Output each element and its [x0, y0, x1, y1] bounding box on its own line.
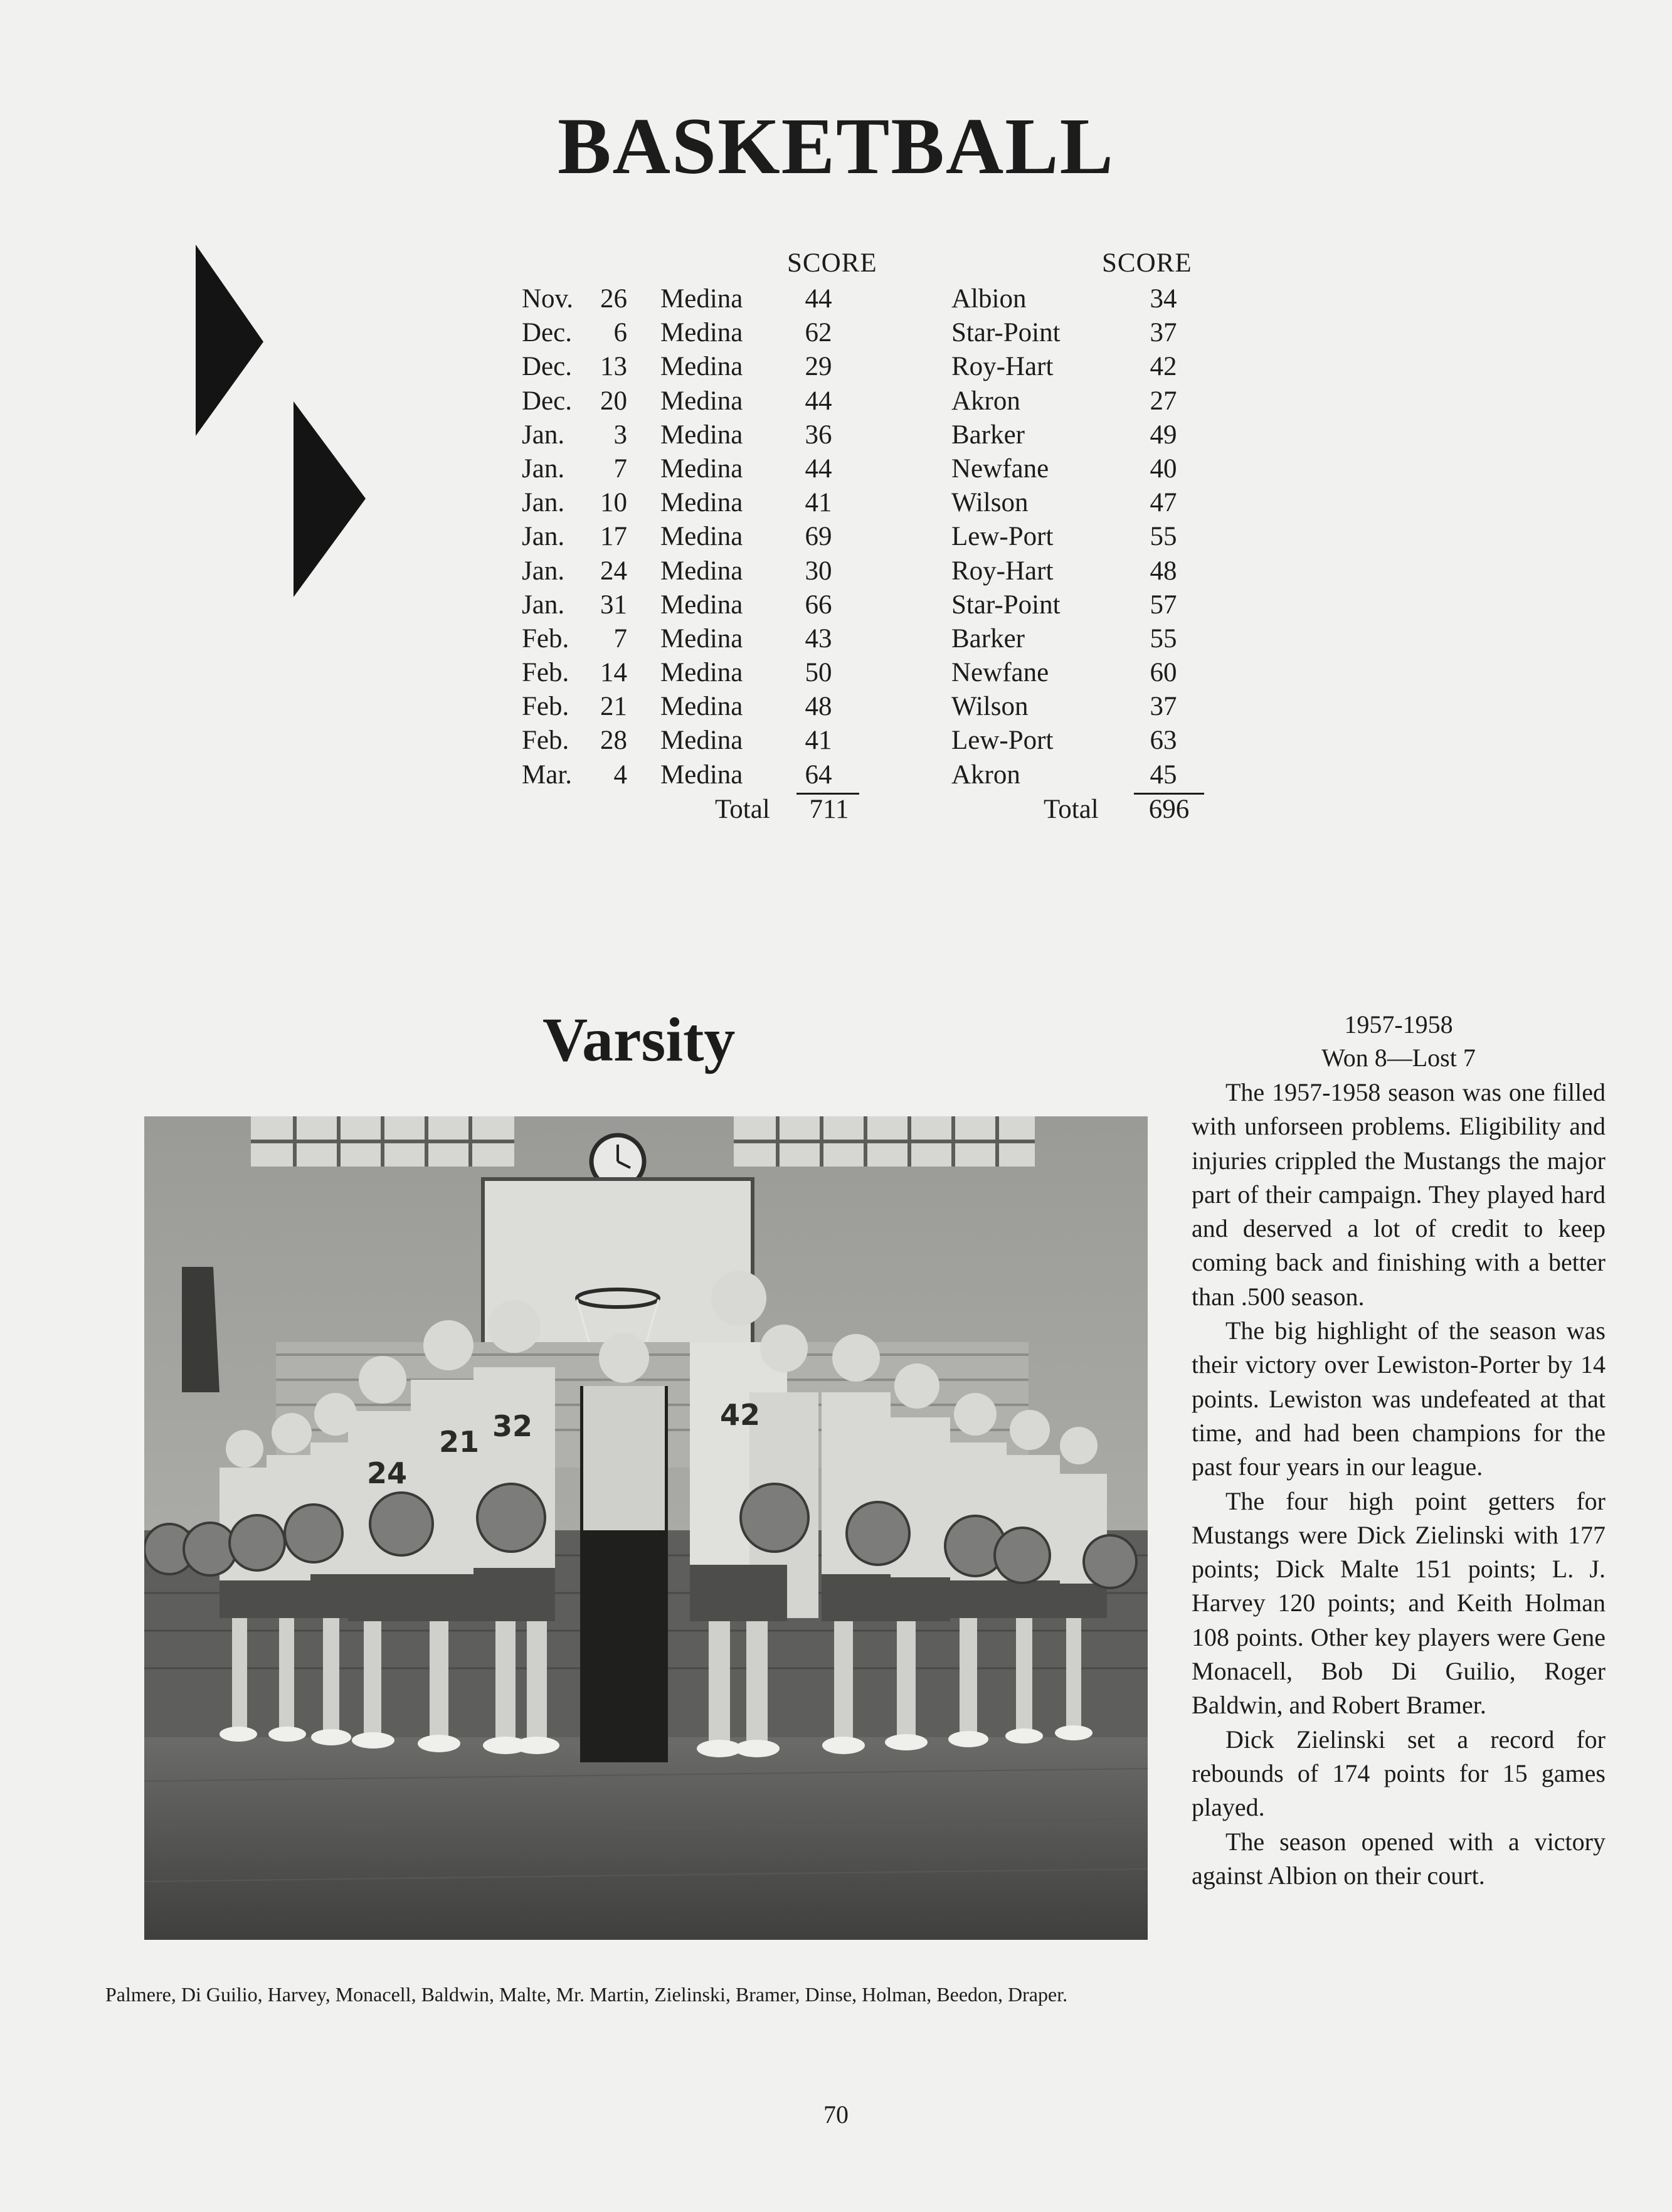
- opponent-score: 34: [1150, 284, 1177, 314]
- home-score: 69: [805, 522, 832, 552]
- home-team: Medina: [660, 658, 743, 688]
- opponent-score: 27: [1150, 386, 1177, 416]
- opponent-score: 47: [1150, 488, 1177, 518]
- opponent-team: Newfane: [951, 453, 1049, 484]
- total-home: 711: [809, 795, 849, 824]
- opponent-team: Newfane: [951, 658, 1049, 688]
- jersey-number: 32: [492, 1409, 533, 1443]
- opponent-score: 60: [1150, 658, 1177, 688]
- opponent-team: Wilson: [951, 692, 1029, 722]
- game-day: 17: [600, 522, 627, 552]
- opponent-score: 49: [1150, 420, 1177, 450]
- opponent-score: 37: [1150, 692, 1177, 722]
- game-month: Jan.: [522, 453, 565, 484]
- opponent-score: 42: [1150, 352, 1177, 382]
- game-month: Feb.: [522, 623, 569, 654]
- home-team: Medina: [660, 386, 743, 416]
- game-day: 14: [600, 658, 627, 688]
- game-month: Dec.: [522, 352, 572, 382]
- opponent-score: 55: [1150, 522, 1177, 552]
- game-day: 24: [600, 556, 627, 586]
- story-paragraph: The 1957-1958 season was one filled with unforseen problems. Eligibility and injuries crippled the Mustangs the major part of their campaign. They played hard and deserved a lot of credit to keep coming back and finishing with a better than .500 season.: [1192, 1078, 1606, 1311]
- game-month: Feb.: [522, 726, 569, 756]
- jersey-number: 24: [367, 1456, 408, 1490]
- schedule-row: [0, 452, 1672, 486]
- schedule-row: [0, 588, 1672, 622]
- schedule-row: [0, 656, 1672, 690]
- home-team: Medina: [660, 726, 743, 756]
- score-header-opponent: SCORE: [1102, 248, 1192, 278]
- home-score: 43: [805, 623, 832, 654]
- total-opponent: 696: [1148, 795, 1190, 824]
- opponent-team: Albion: [951, 284, 1027, 314]
- total-label-opponent: Total: [1044, 795, 1099, 824]
- score-header-home: SCORE: [787, 248, 877, 278]
- home-score: 66: [805, 590, 832, 620]
- game-month: Jan.: [522, 420, 565, 450]
- opponent-score: 40: [1150, 453, 1177, 484]
- game-month: Mar.: [522, 759, 573, 790]
- home-team: Medina: [660, 692, 743, 722]
- game-month: Feb.: [522, 692, 569, 722]
- schedule-row: [0, 384, 1672, 418]
- opponent-score: 55: [1150, 623, 1177, 654]
- game-month: Feb.: [522, 658, 569, 688]
- season-years: 1957-1958: [1344, 1010, 1453, 1039]
- section-title: Varsity: [542, 1005, 736, 1074]
- home-score: 36: [805, 420, 832, 450]
- opponent-team: Barker: [951, 420, 1025, 450]
- opponent-score: 57: [1150, 590, 1177, 620]
- opponent-team: Lew-Port: [951, 726, 1054, 756]
- schedule-row: [0, 520, 1672, 554]
- game-day: 4: [613, 759, 627, 790]
- schedule-row: [0, 316, 1672, 350]
- game-month: Dec.: [522, 386, 572, 416]
- story-paragraph: Dick Zielinski set a record for rebounds of 174 points for 15 games played.: [1192, 1725, 1606, 1822]
- game-month: Jan.: [522, 556, 565, 586]
- game-month: Jan.: [522, 522, 565, 552]
- game-day: 6: [613, 318, 627, 348]
- schedule-row: [0, 690, 1672, 724]
- opponent-score: 45: [1150, 759, 1177, 790]
- game-month: Nov.: [522, 284, 574, 314]
- home-score: 44: [805, 284, 832, 314]
- home-team: Medina: [660, 522, 743, 552]
- story-paragraph: The four high point getters for Mustangs were Dick Zielinski with 177 points; Dick Malte 151 points; L. J. Harvey 120 points; and Keith Holman 108 points. Other key players were Gene Monacell, Bob Di Guilio, Roger Baldwin, and Robert Bramer.: [1192, 1486, 1606, 1720]
- total-label-home: Total: [715, 795, 770, 824]
- photo-caption: Palmere, Di Guilio, Harvey, Monacell, Baldwin, Malte, Mr. Martin, Zielinski, Bramer, Dinse, Holman, Beedon, Draper.: [105, 1983, 1068, 2006]
- opponent-team: Barker: [951, 623, 1025, 654]
- home-team: Medina: [660, 488, 743, 518]
- schedule-row: [0, 486, 1672, 520]
- page-number: 70: [823, 2100, 849, 2129]
- story-paragraph: The big highlight of the season was their victory over Lewiston-Porter by 14 points. Lewiston was undefeated at that time, and had been champions for the past four years in our league.: [1192, 1316, 1606, 1481]
- home-score: 64: [805, 759, 832, 790]
- home-team: Medina: [660, 284, 743, 314]
- game-month: Jan.: [522, 488, 565, 518]
- game-day: 20: [600, 386, 627, 416]
- schedule-table: [0, 282, 1672, 792]
- game-day: 28: [600, 726, 627, 756]
- game-month: Jan.: [522, 590, 565, 620]
- home-score: 44: [805, 386, 832, 416]
- home-score: 50: [805, 658, 832, 688]
- opponent-team: Lew-Port: [951, 522, 1054, 552]
- opponent-team: Akron: [951, 759, 1020, 790]
- home-score: 62: [805, 318, 832, 348]
- opponent-team: Akron: [951, 386, 1020, 416]
- game-day: 7: [613, 453, 627, 484]
- game-day: 21: [600, 692, 627, 722]
- schedule-row: [0, 554, 1672, 588]
- game-day: 31: [600, 590, 627, 620]
- schedule-row: [0, 724, 1672, 758]
- game-day: 26: [600, 284, 627, 314]
- home-score: 41: [805, 488, 832, 518]
- opponent-score: 48: [1150, 556, 1177, 586]
- schedule-row: [0, 350, 1672, 384]
- opponent-team: Wilson: [951, 488, 1029, 518]
- season-story: [1192, 1076, 1606, 1893]
- season-record: Won 8—Lost 7: [1321, 1044, 1476, 1072]
- page-title: BASKETBALL: [558, 102, 1114, 191]
- opponent-team: Star-Point: [951, 318, 1061, 348]
- home-team: Medina: [660, 453, 743, 484]
- home-team: Medina: [660, 352, 743, 382]
- game-day: 10: [600, 488, 627, 518]
- schedule-row: [0, 758, 1672, 792]
- jersey-number: 21: [439, 1425, 480, 1459]
- home-team: Medina: [660, 420, 743, 450]
- schedule-row: [0, 418, 1672, 452]
- opponent-team: Star-Point: [951, 590, 1061, 620]
- schedule-row: [0, 622, 1672, 656]
- home-score: 30: [805, 556, 832, 586]
- home-team: Medina: [660, 318, 743, 348]
- game-day: 13: [600, 352, 627, 382]
- home-team: Medina: [660, 556, 743, 586]
- home-score: 29: [805, 352, 832, 382]
- story-paragraph: The season opened with a victory against Albion on their court.: [1192, 1827, 1606, 1890]
- schedule-row: [0, 282, 1672, 316]
- home-score: 41: [805, 726, 832, 756]
- jersey-number: 42: [720, 1398, 761, 1432]
- game-month: Dec.: [522, 318, 572, 348]
- opponent-team: Roy-Hart: [951, 556, 1054, 586]
- opponent-score: 37: [1150, 318, 1177, 348]
- home-team: Medina: [660, 759, 743, 790]
- home-team: Medina: [660, 590, 743, 620]
- game-day: 7: [613, 623, 627, 654]
- opponent-team: Roy-Hart: [951, 352, 1054, 382]
- opponent-score: 63: [1150, 726, 1177, 756]
- team-photo: [144, 1116, 1148, 1940]
- team-photo-illustration: [144, 1116, 1148, 1940]
- home-score: 44: [805, 453, 832, 484]
- game-day: 3: [613, 420, 627, 450]
- home-score: 48: [805, 692, 832, 722]
- home-team: Medina: [660, 623, 743, 654]
